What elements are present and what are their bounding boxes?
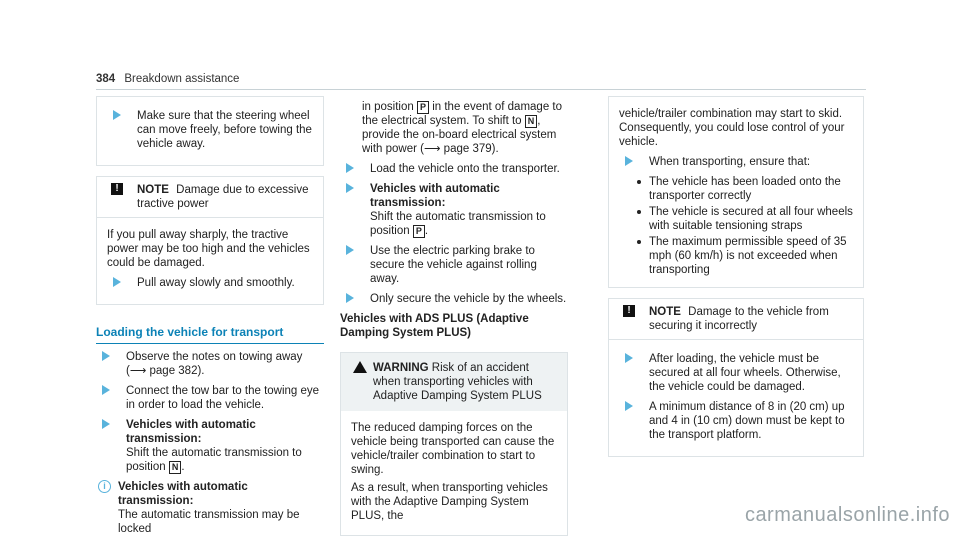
note-body-tractive: If you pull away sharply, the tractive power may be too high and the vehicles could be damaged. Pull away slowly and smoothly. [96, 218, 324, 305]
info-automatic: i Vehicles with automatic transmission: The automatic transmission may be locked [96, 480, 324, 536]
list-item: The vehicle is secured at all four wheels with suitable tensioning straps [649, 206, 853, 232]
warning-box [340, 352, 568, 411]
section-title: Loading the vehicle for transport [96, 325, 324, 344]
step-after-loading: After loading, the vehicle must be secured at all four wheels. Otherwise, the vehicle could be damaged. [619, 352, 853, 394]
warning-triangle-icon [353, 361, 367, 373]
step-observe: Observe the notes on towing away (⟶ page 382). [96, 350, 324, 378]
gear-p-key: P [417, 101, 429, 114]
header-rule [96, 89, 866, 90]
gear-n-key: N [169, 461, 182, 474]
ensure-list [637, 175, 853, 277]
step-arrow-icon [625, 156, 633, 166]
steering-box [96, 96, 324, 166]
exclamation-icon: ! [623, 305, 635, 317]
step-steering: Make sure that the steering wheel can move freely, before towing the vehicle away. [107, 109, 313, 151]
step-arrow-icon [625, 353, 633, 363]
step-arrow-icon [346, 245, 354, 255]
info-icon: i [98, 480, 111, 493]
step-arrow-icon [113, 110, 121, 120]
warning-heading: WARNING Risk of an accident when transporting vehicles with Adaptive Damping System PLUS [351, 361, 557, 403]
step-arrow-icon [346, 163, 354, 173]
watermark: carmanualsonline.info [744, 504, 950, 526]
warning-continued: vehicle/trailer combination may start to skid. Consequently, you could lose control of your vehicle. When transporting, ensure that: The vehicle has been loaded onto the transporter correctly The vehicle is secured at all four wheels with suitable tensioning straps The maximum permissible speed of 35 mph (60 km/h) is not exceeded when transporting [608, 96, 864, 288]
note-box-securing [608, 298, 864, 340]
ads-heading: Vehicles with ADS PLUS (Adaptive Damping System PLUS) [340, 313, 529, 339]
column-3 [608, 96, 864, 457]
column-1 [96, 96, 324, 536]
step-tow-bar: Connect the tow bar to the towing eye in order to load the vehicle. [96, 384, 324, 412]
list-item: The vehicle has been loaded onto the transporter correctly [649, 175, 853, 203]
step-arrow-icon [346, 183, 354, 193]
step-minimum-distance: A minimum distance of 8 in (20 cm) up and 4 in (10 cm) down must be kept to the transport platform. [619, 400, 853, 442]
step-arrow-icon [625, 401, 633, 411]
step-arrow-icon [102, 385, 110, 395]
note-box-tractive [96, 176, 324, 218]
step-arrow-icon [102, 351, 110, 361]
step-secure-wheels: Only secure the vehicle by the wheels. [340, 292, 568, 306]
step-automatic-p: Vehicles with automatic transmission: Shift the automatic transmission to position P . [340, 182, 568, 238]
info-continued: in position P in the event of damage to the electrical system. To shift to N , provide the on-board electrical system with power (⟶ page 379). [362, 101, 563, 155]
column-2 [340, 96, 568, 536]
list-item: The maximum permissible speed of 35 mph (60 km/h) is not exceeded when transporting [649, 235, 853, 277]
step-ensure: When transporting, ensure that: [619, 155, 853, 169]
step-pull-away: Pull away slowly and smoothly. [107, 276, 313, 290]
gear-n-key: N [525, 115, 538, 128]
warning-body: The reduced damping forces on the vehicle being transported can cause the vehicle/trailer combination to start to swing. As a result, when transporting vehicles with the Adaptive Damping System PLUS, the [340, 411, 568, 536]
step-arrow-icon [102, 419, 110, 429]
note-heading: ! NOTE Damage to the vehicle from securing it incorrectly [619, 305, 853, 333]
page-header [96, 73, 239, 85]
step-parking-brake: Use the electric parking brake to secure the vehicle against rolling away. [340, 244, 568, 286]
page-number: 384 [96, 73, 116, 85]
gear-p-key: P [413, 225, 425, 238]
step-automatic: Vehicles with automatic transmission: Shift the automatic transmission to position N . [96, 418, 324, 474]
exclamation-icon: ! [111, 183, 123, 195]
chapter-title: Breakdown assistance [124, 73, 240, 85]
note-heading: ! NOTE Damage due to excessive tractive power [107, 183, 313, 211]
step-load: Load the vehicle onto the transporter. [340, 162, 568, 176]
step-arrow-icon [113, 277, 121, 287]
note-body-securing [608, 340, 864, 457]
step-arrow-icon [346, 293, 354, 303]
